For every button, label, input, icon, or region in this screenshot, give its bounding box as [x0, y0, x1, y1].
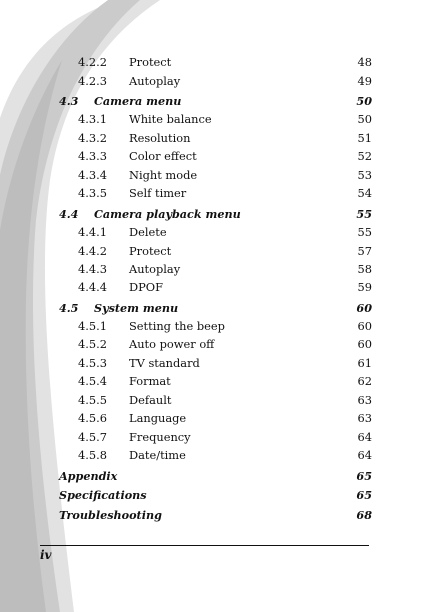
toc-entry-page: 54: [357, 186, 372, 200]
toc-entry-page: 53: [357, 168, 372, 182]
toc-entry-number: 4.5.6: [78, 411, 107, 425]
toc-entry-number: 4.5.2: [78, 337, 107, 351]
toc-entry-number: 4.4.2: [78, 244, 107, 258]
toc-entry-title: Night mode: [129, 168, 198, 182]
toc-entry-page: 60: [357, 337, 372, 351]
toc-entry-number: 4.5: [59, 301, 79, 315]
toc-entry-page: 49: [357, 74, 372, 88]
toc-entry-title: Frequency: [129, 430, 191, 444]
toc-entry-page: 58: [357, 262, 372, 276]
toc-entry-title: Date/time: [129, 448, 186, 462]
toc-entry-title: Language: [129, 411, 187, 425]
toc-entry-page: 65: [356, 488, 372, 502]
toc-entry-title: TV standard: [129, 356, 200, 370]
page-number: iv: [40, 548, 52, 562]
toc-entry-number: 4.2.3: [78, 74, 107, 88]
toc-entry-number: 4.3.4: [78, 168, 107, 182]
toc-entry-page: 65: [356, 469, 372, 483]
toc-entry-page: 55: [356, 207, 372, 221]
toc-entry-number: 4.3.1: [78, 112, 107, 126]
toc-entry-number: 4.3.2: [78, 131, 107, 145]
toc-entry-page: 63: [357, 393, 372, 407]
toc-entry-title: Setting the beep: [129, 319, 225, 333]
toc-entry-title: Format: [129, 374, 171, 388]
toc-entry-title: Resolution: [129, 131, 191, 145]
toc-entry-page: 59: [357, 280, 372, 294]
toc-entry-title: White balance: [129, 112, 212, 126]
toc-entry-number: 4.4: [59, 207, 79, 221]
toc-entry-page: 68: [356, 508, 372, 522]
toc-entry-page: 61: [357, 356, 372, 370]
toc-entry-number: 4.5.5: [78, 393, 107, 407]
toc-entry-title: Auto power off: [129, 337, 215, 351]
toc-entry-number: 4.3: [59, 94, 79, 108]
toc-entry-number: 4.5.1: [78, 319, 107, 333]
toc-entry-number: 4.3.3: [78, 149, 107, 163]
toc-entry-page: 50: [356, 94, 372, 108]
toc-entry-page: 60: [356, 301, 372, 315]
toc-entry-page: 50: [357, 112, 372, 126]
toc-entry-title: Autoplay: [129, 74, 181, 88]
toc-entry-page: 64: [357, 448, 372, 462]
toc-entry-number: 4.5.3: [78, 356, 107, 370]
toc-entry-page: 63: [357, 411, 372, 425]
toc-entry-page: 62: [357, 374, 372, 388]
toc-entry-title: Self timer: [129, 186, 187, 200]
toc-entry-page: 55: [357, 225, 372, 239]
toc-entry-title: Delete: [129, 225, 167, 239]
toc-entry-title: Protect: [129, 244, 172, 258]
toc-entry-page: 51: [357, 131, 372, 145]
toc-entry-title: Color effect: [129, 149, 197, 163]
toc-entry-page: 64: [357, 430, 372, 444]
toc-entry-title: Specifications: [59, 488, 147, 502]
toc-entry-page: 57: [357, 244, 372, 258]
toc-entry-number: 4.5.4: [78, 374, 107, 388]
toc-entry-title: Default: [129, 393, 172, 407]
toc-entry-title: Camera playback menu: [94, 207, 241, 221]
toc-entry-title: DPOF: [129, 280, 164, 294]
toc-entry-number: 4.5.8: [78, 448, 107, 462]
toc-entry-number: 4.3.5: [78, 186, 107, 200]
footer-rule: [40, 545, 369, 546]
toc-entry-title: Camera menu: [94, 94, 182, 108]
toc-entry-page: 48: [357, 55, 372, 69]
toc-entry-number: 4.4.1: [78, 225, 107, 239]
toc-entry-number: 4.2.2: [78, 55, 107, 69]
toc-entry-title: Troubleshooting: [59, 508, 162, 522]
toc-entry-page: 60: [357, 319, 372, 333]
toc-entry-title: Protect: [129, 55, 172, 69]
toc-entry-page: 52: [357, 149, 372, 163]
toc-entry-number: 4.4.4: [78, 280, 107, 294]
toc-entry-title: System menu: [94, 301, 179, 315]
toc-entry-number: 4.5.7: [78, 430, 107, 444]
toc-entry-number: 4.4.3: [78, 262, 107, 276]
toc-entry-title: Appendix: [59, 469, 118, 483]
toc-entry-title: Autoplay: [129, 262, 181, 276]
